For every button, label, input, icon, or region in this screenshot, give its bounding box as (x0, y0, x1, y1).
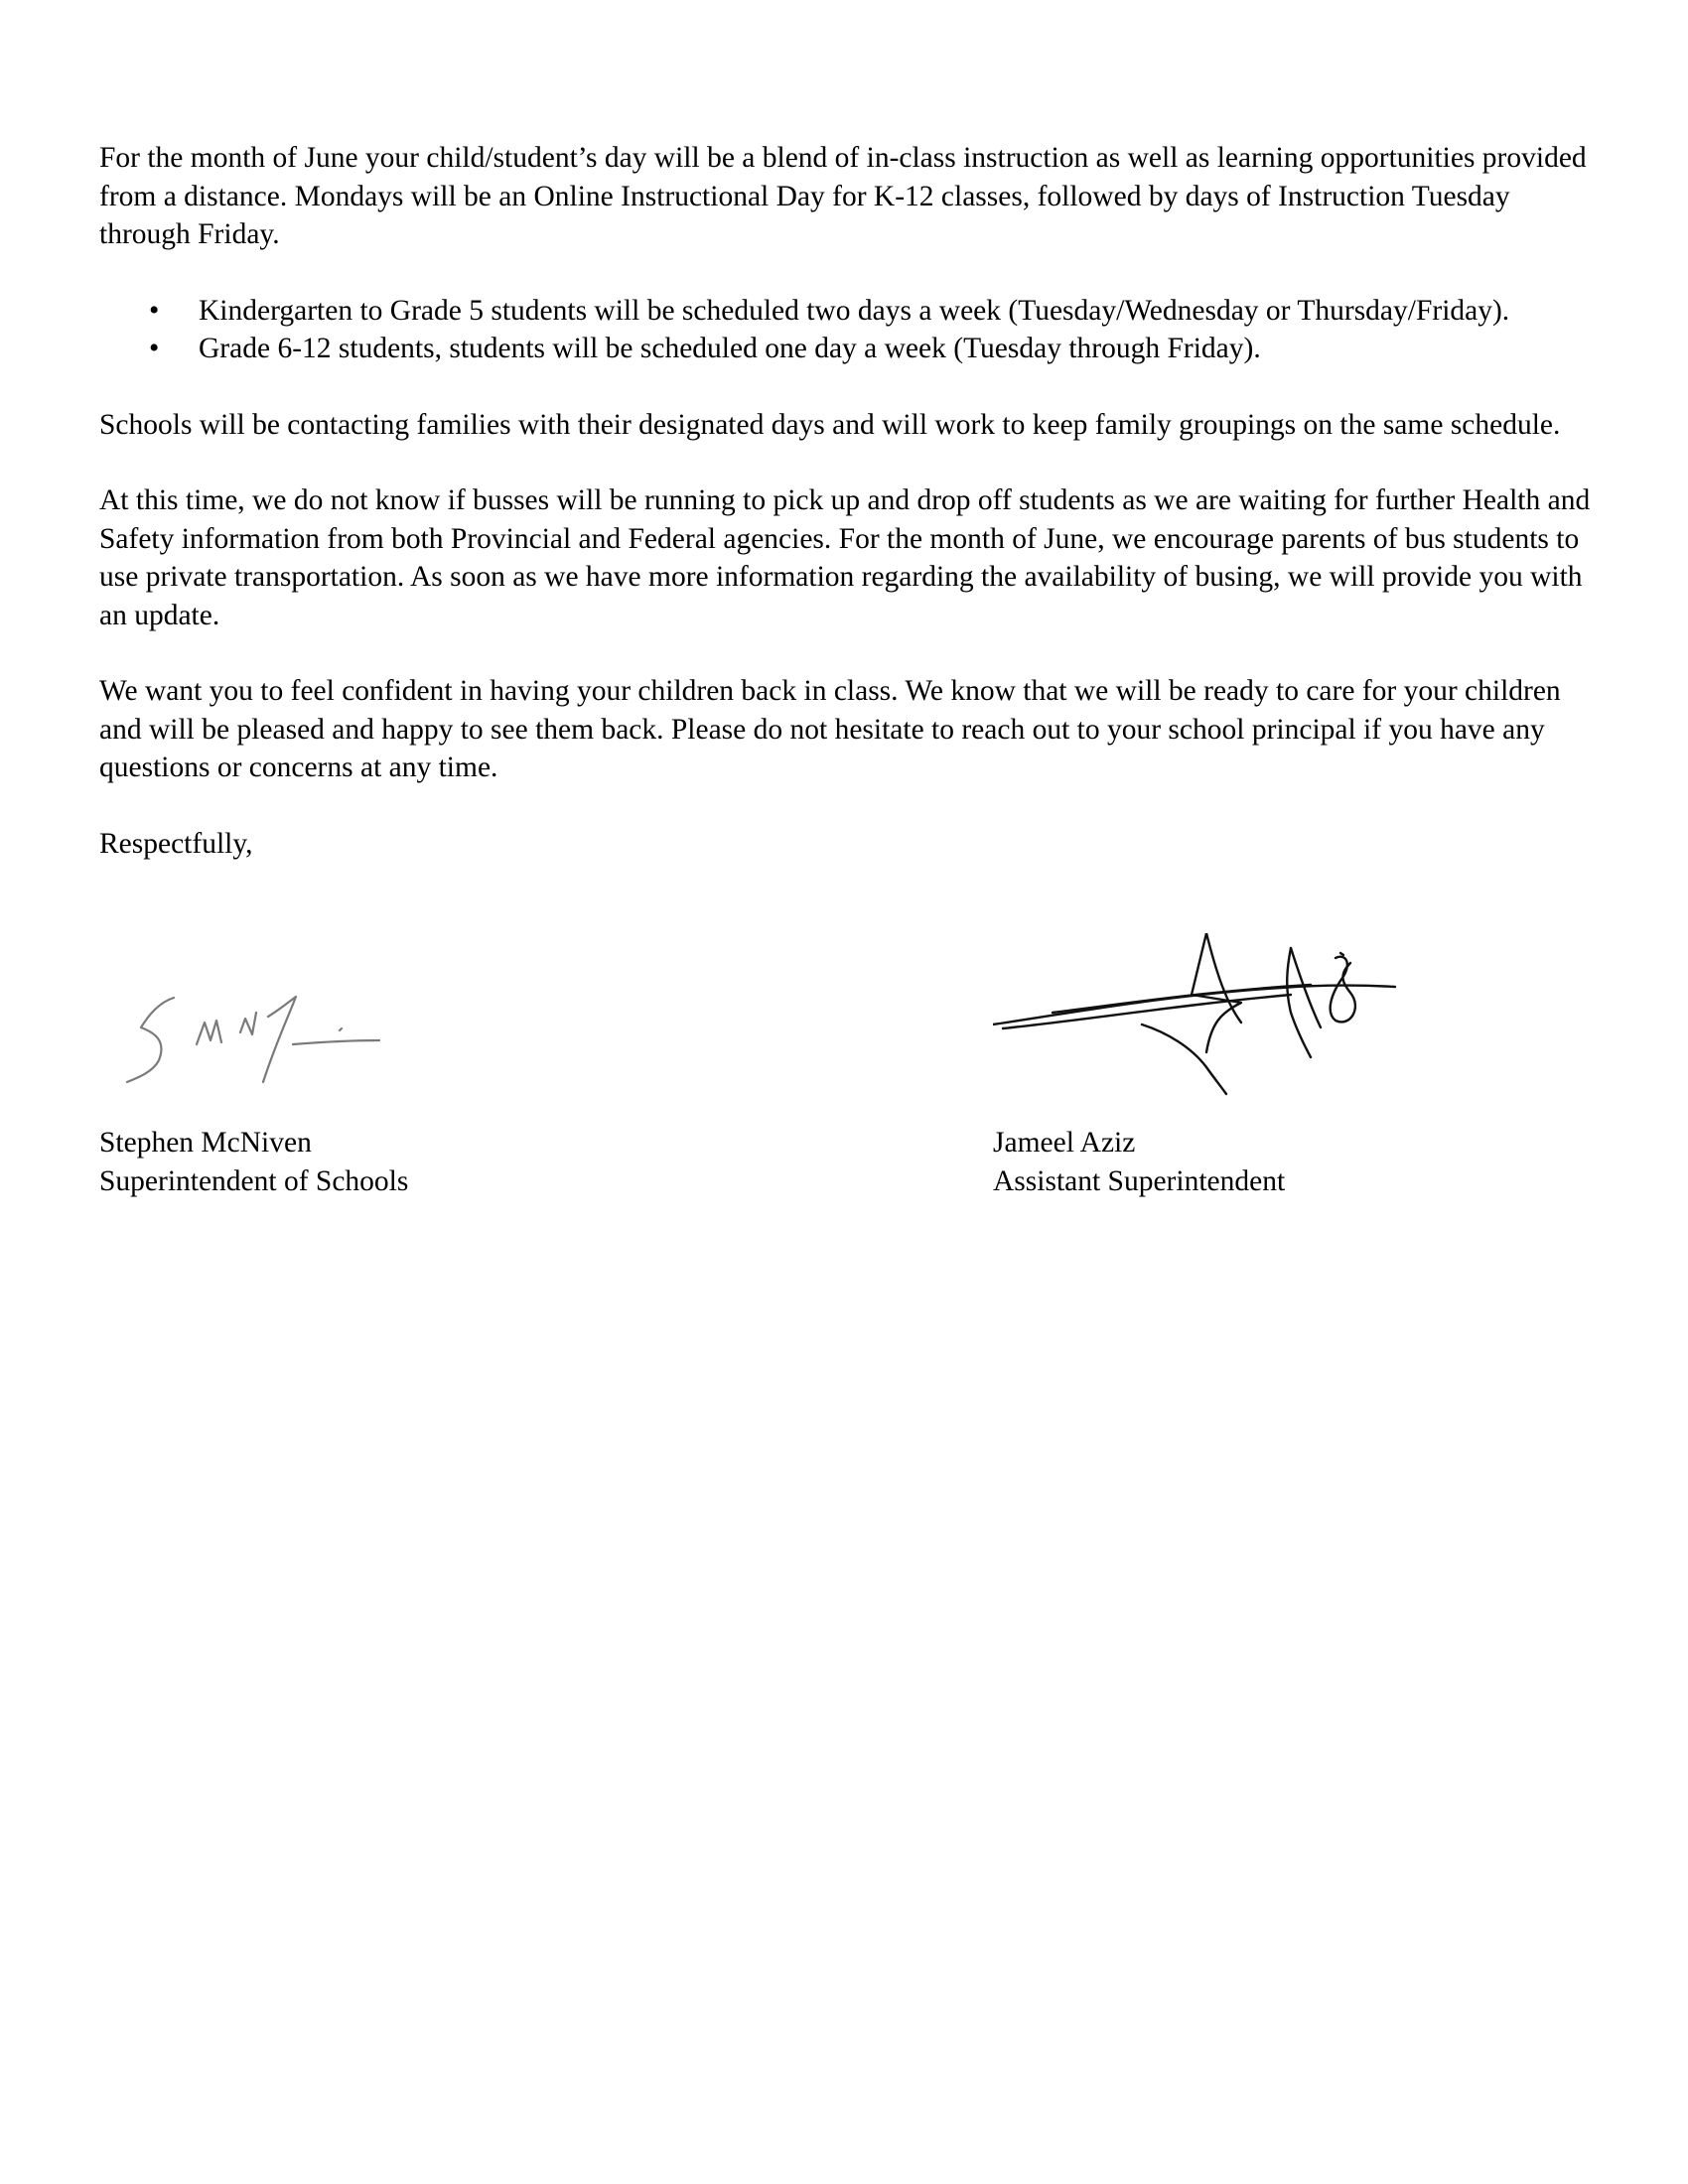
signatory-text (993, 1124, 1285, 1200)
list-item (99, 330, 1599, 368)
paragraph-june-schedule: For the month of June your child/student’s day will be a blend of in-class instruction as well as learning opportunities provided from a distance. Mondays will be an Online Instructional Day for K-12 classes, followed by days of Instruction Tuesday through Friday. (99, 142, 1587, 250)
paragraph-busing: At this time, we do not know if busses will be running to pick up and drop off students as we are waiting for further Health and Safety information from both Provincial and Federal agencies. For the month of June, we encourage parents of bus students to use private transportation. As soon as we have more information regarding the availability of busing, we will provide you with an update. (99, 484, 1591, 631)
handwritten-signature-aziz (993, 933, 1410, 1102)
bullet-marker: • (149, 294, 160, 327)
signatory-name: Jameel Aziz (993, 1127, 1136, 1159)
bullet-marker: • (149, 333, 160, 364)
signatory-text (99, 1124, 408, 1200)
closing-salutation: Respectfully, (99, 827, 253, 860)
list-item-text: Grade 6-12 students, students will be scheduled one day a week (Tuesday through Friday). (199, 333, 1261, 364)
list-item (99, 292, 1599, 331)
paragraph-confidence: We want you to feel confident in having your children back in class. We know that we will be ready to care for your children and will be pleased and happy to see them back. Please do not hesitate to reach out to your school principal if you have any questions or concerns at any time. (99, 675, 1561, 783)
signatory-title: Assistant Superintendent (993, 1164, 1286, 1197)
signature-section (99, 933, 1599, 1211)
list-item-text: Kindergarten to Grade 5 students will be scheduled two days a week (Tuesday/Wednesday or Thursday/Friday). (199, 294, 1510, 327)
letter-body (99, 139, 1599, 863)
handwritten-signature-mcniven (119, 983, 437, 1142)
signatory-name: Stephen McNiven (99, 1127, 312, 1159)
paragraph-designated-days: Schools will be contacting families with their designated days and will work to keep family groupings on the same schedule. (99, 408, 1561, 441)
schedule-list (99, 292, 1599, 368)
signatory-title: Superintendent of Schools (99, 1164, 409, 1197)
